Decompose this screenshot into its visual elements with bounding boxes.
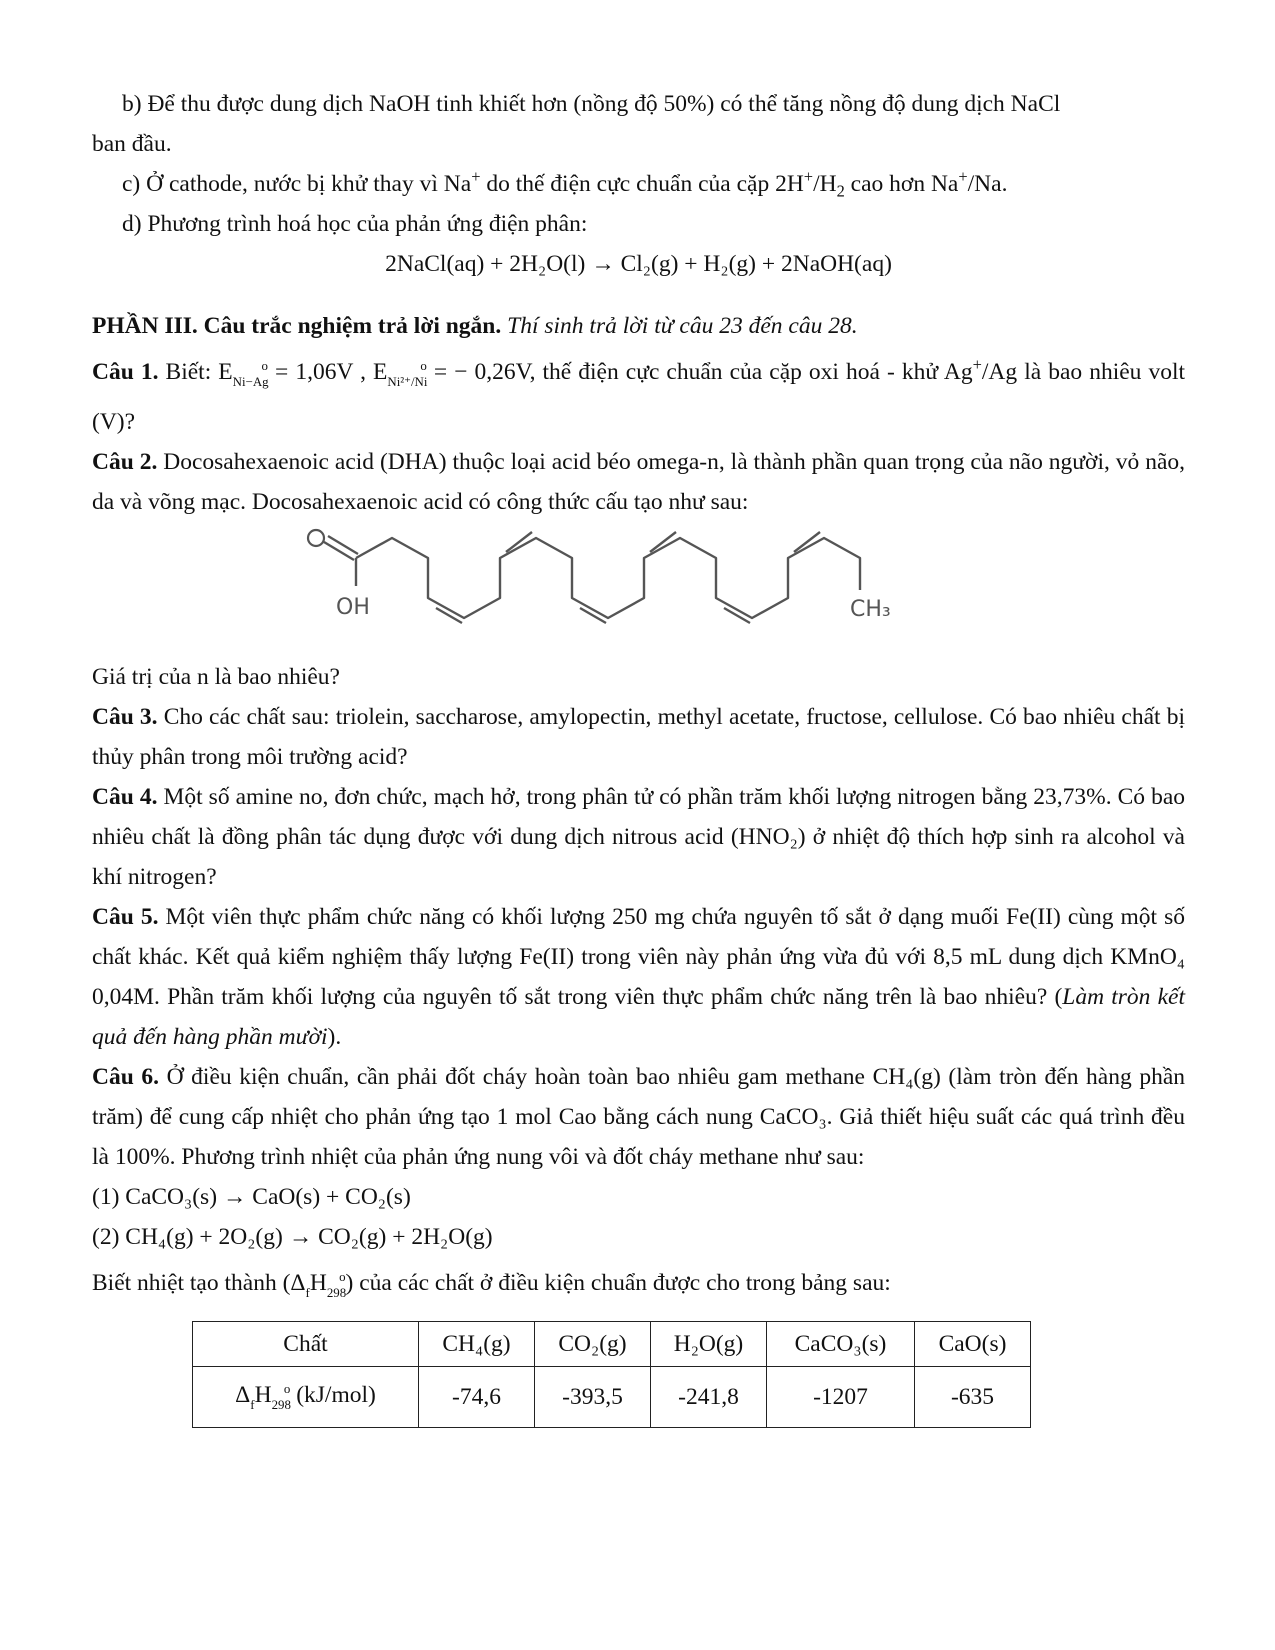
- item-c-text5: /Na.: [967, 171, 1008, 197]
- oh-label: OH: [336, 595, 370, 621]
- sup-plus: +: [471, 167, 481, 187]
- item-c: [92, 164, 1185, 204]
- value-cell: -74,6: [419, 1367, 535, 1428]
- value-cell: -1207: [767, 1367, 915, 1428]
- value-cell: -635: [915, 1367, 1031, 1428]
- row-unit: (kJ/mol): [290, 1382, 376, 1409]
- q6-label: Câu 6.: [92, 1064, 160, 1091]
- question-2: [92, 442, 1185, 522]
- enthalpy-table: [192, 1321, 1031, 1428]
- item-d: d) Phương trình hoá học của phản ứng điện phân:: [122, 211, 588, 237]
- enthalpy-symbol: $\Delta_fH_{298}^o$: [235, 1381, 291, 1413]
- value-cell: -241,8: [651, 1367, 767, 1428]
- q5-text: Một viên thực phẩm chức năng có khối lượng 250 mg chứa nguyên tố sắt ở dạng muối Fe(II) cùng một số chất khác. Kết quả kiểm nghiệm thấy lượng Fe(II) trong viên này phản ứng vừa đủ với 8,5 mL dung dịch KMnO₄ 0,04M. Phần trăm khối lượng của nguyên tố sắt trong viên thực phẩm chức năng trên là bao nhiêu? (: [92, 904, 1186, 1011]
- item-c-text4: cao hơn Na: [844, 171, 959, 197]
- electrolysis-equation: 2NaCl(aq) + 2H₂O(l) → Cl₂(g) + H₂(g) + 2NaOH(aq): [385, 251, 892, 277]
- header-cell: CO₂(g): [535, 1322, 651, 1367]
- header-cell: H₂O(g): [651, 1322, 767, 1367]
- e1-value: = 1,06V ,: [267, 359, 374, 386]
- e2-symbol: $E_{Ni^{2+}/Ni}^o$: [373, 358, 428, 390]
- reaction-1: (1) CaCO₃(s) → CaO(s) + CO₂(s): [92, 1184, 411, 1211]
- q5-end: ).: [327, 1024, 342, 1051]
- table-intro: [92, 1257, 1185, 1313]
- q1-pre: Biết:: [158, 359, 219, 386]
- q5-italic: Làm tròn kết quả đến hàng phần mười: [92, 984, 1185, 1051]
- header-cell: CaCO₃(s): [767, 1322, 915, 1367]
- question-5: [92, 897, 1185, 1057]
- header-cell: CaO(s): [915, 1322, 1031, 1367]
- table-intro-post: ) của các chất ở điều kiện chuẩn được cho trong bảng sau:: [345, 1270, 891, 1297]
- enthalpy-symbol: $\Delta_fH_{298}^o$: [290, 1269, 347, 1301]
- sup-plus: +: [958, 167, 968, 187]
- oxygen-atom: [308, 530, 324, 546]
- e1-degree: o: [261, 358, 268, 373]
- section-instruction: Thí sinh trả lời từ câu 23 đến câu 28.: [501, 313, 858, 339]
- q4-label: Câu 4.: [92, 784, 158, 811]
- q5-label: Câu 5.: [92, 904, 159, 931]
- sub-2: 2: [836, 181, 845, 201]
- q1-post2: /Ag là bao nhiêu volt (V)?: [92, 359, 1186, 436]
- e2-value: = − 0,26V: [426, 359, 530, 386]
- table-row: [193, 1367, 1031, 1428]
- e2-subscript: Ni²⁺/Ni: [387, 374, 428, 390]
- section-heading: [92, 306, 1185, 346]
- question-6: [92, 1057, 1185, 1177]
- header-cell: CH₄(g): [419, 1322, 535, 1367]
- row-label-cell: [193, 1367, 419, 1428]
- q2-label: Câu 2.: [92, 449, 158, 476]
- header-cell: Chất: [193, 1322, 419, 1367]
- q2-text: Docosahexaenoic acid (DHA) thuộc loại acid béo omega-n, là thành phần quan trọng của não người, vỏ não, da và võng mạc. Docosahexaenoic acid có công thức cấu tạo như sau:: [92, 449, 1185, 516]
- q6-text: Ở điều kiện chuẩn, cần phải đốt cháy hoàn toàn bao nhiêu gam methane CH₄(g) (làm tròn đến hàng phần trăm) để cung cấp nhiệt cho phản ứng tạo 1 mol Cao bằng cách nung CaCO₃. Giả thiết hiệu suất các quá trình đều là 100%. Phương trình nhiệt của phản ứng nung vôi và đốt cháy methane như sau:: [92, 1064, 1185, 1171]
- item-c-text3: /H: [813, 171, 837, 197]
- item-c-text2: do thế điện cực chuẩn của cặp 2H: [480, 171, 804, 197]
- item-b-line1: b) Để thu được dung dịch NaOH tinh khiết hơn (nồng độ 50%) có thể tăng nồng độ dung dịch NaCl: [122, 91, 1061, 117]
- sup-plus: +: [803, 167, 814, 187]
- dha-structure: [302, 528, 1062, 638]
- table-intro-pre: Biết nhiệt tạo thành (: [92, 1270, 291, 1297]
- question-1: [92, 346, 1185, 442]
- question-4: [92, 777, 1185, 897]
- sup-plus: +: [972, 355, 982, 375]
- reaction-2: (2) CH₄(g) + 2O₂(g) → CO₂(g) + 2H₂O(g): [92, 1224, 493, 1251]
- ch3-label: CH₃: [850, 597, 891, 623]
- q1-post: , thế điện cực chuẩn của cặp oxi hoá - khử Ag: [529, 359, 973, 386]
- q4-text: Một số amine no, đơn chức, mạch hở, trong phân tử có phần trăm khối lượng nitrogen bằng 23,73%. Có bao nhiêu chất là đồng phân tác dụng được với dung dịch nitrous acid (HNO₂) ở nhiệt độ thích hợp sinh ra alcohol và khí nitrogen?: [92, 784, 1186, 891]
- q3-text: Cho các chất sau: triolein, saccharose, amylopectin, methyl acetate, fructose, cellulose. Có bao nhiêu chất bị thủy phân trong môi trường acid?: [92, 704, 1185, 771]
- q3-label: Câu 3.: [92, 704, 158, 731]
- e2-degree: o: [420, 358, 427, 373]
- section-title: PHẦN III. Câu trắc nghiệm trả lời ngắn.: [92, 313, 502, 339]
- q2-question: Giá trị của n là bao nhiêu?: [92, 664, 340, 691]
- question-3: [92, 697, 1185, 777]
- e1-symbol: $E_{Ni-Ag}^o$: [218, 358, 269, 390]
- item-c-text1: c) Ở cathode, nước bị khử thay vì Na: [122, 171, 472, 197]
- table-header-row: [193, 1322, 1031, 1367]
- q1-label: Câu 1.: [92, 359, 159, 386]
- e1-subscript: Ni−Ag: [232, 374, 269, 390]
- item-b: [92, 84, 1185, 164]
- value-cell: -393,5: [535, 1367, 651, 1428]
- document-page: [92, 84, 1185, 1428]
- item-b-line2: ban đầu.: [92, 131, 172, 157]
